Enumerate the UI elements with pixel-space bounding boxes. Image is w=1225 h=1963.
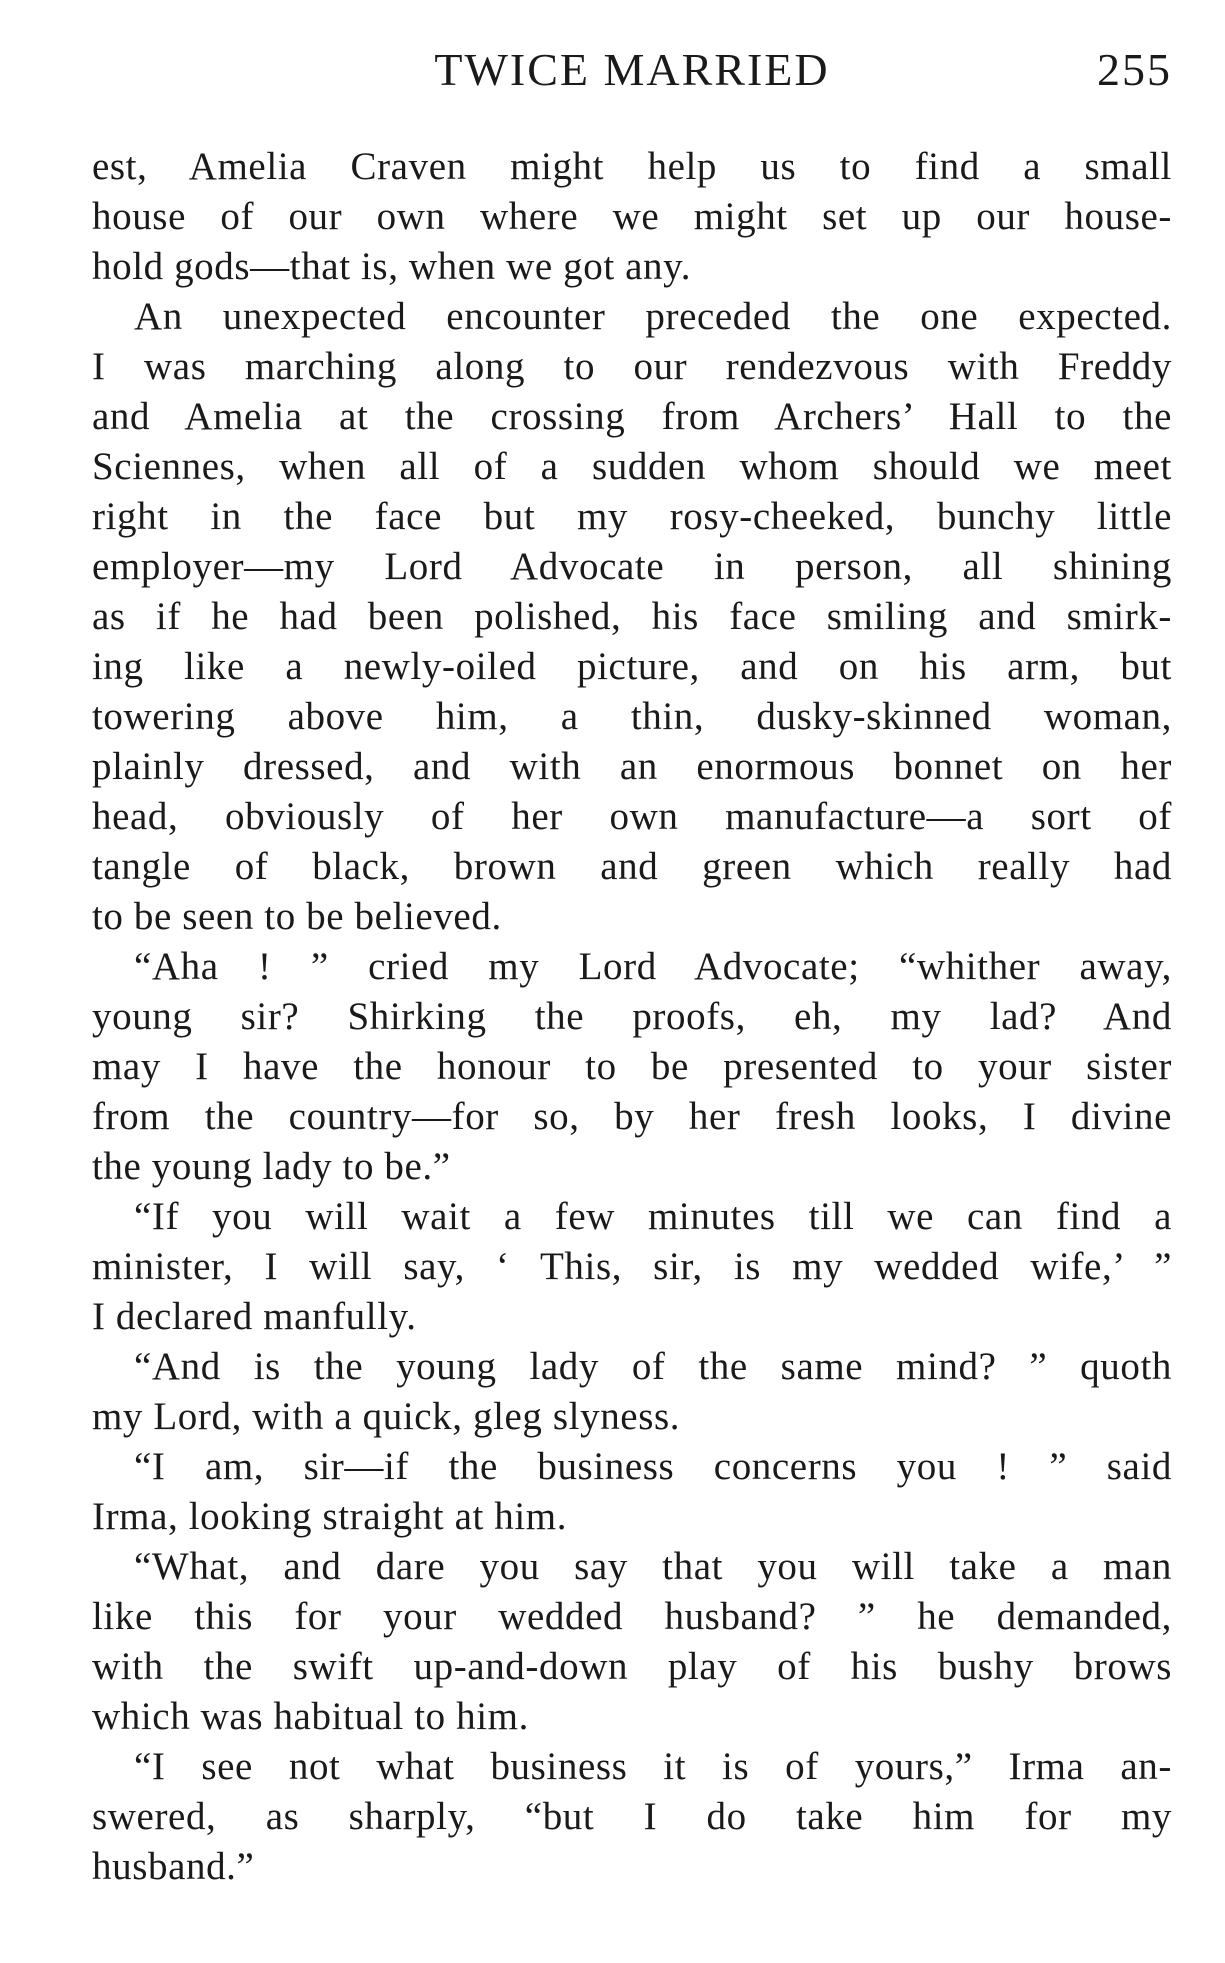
text-line: Irma, looking straight at him. (92, 1495, 568, 1538)
text-line: and Amelia at the crossing from Archers’ Hall to the (92, 395, 1172, 438)
text-line: employer—my Lord Advocate in person, all shining (92, 545, 1172, 588)
text-line: plainly dressed, and with an enormous bonnet on her (92, 745, 1172, 788)
text-line: head, obviously of her own manufacture—a sort of (92, 795, 1172, 838)
paragraph-start-line: “What, and dare you say that you will take a man (134, 1545, 1172, 1588)
text-line: which was habitual to him. (92, 1695, 529, 1738)
paragraph-start-line: “And is the young lady of the same mind? ” quoth (134, 1345, 1172, 1388)
paragraph-start-line: “I see not what business it is of yours,” Irma an- (134, 1745, 1172, 1788)
text-line: right in the face but my rosy-cheeked, bunchy little (92, 495, 1172, 538)
text-line: ing like a newly-oiled picture, and on his arm, but (92, 645, 1172, 688)
text-line: est, Amelia Craven might help us to find a small (92, 145, 1172, 188)
text-line: the young lady to be.” (92, 1145, 451, 1188)
paragraph-start-line: “If you will wait a few minutes till we can find a (134, 1195, 1172, 1238)
text-line: hold gods—that is, when we got any. (92, 245, 692, 288)
running-header (92, 40, 1172, 100)
text-line: I declared manfully. (92, 1295, 417, 1338)
text-line: like this for your wedded husband? ” he demanded, (92, 1595, 1172, 1638)
text-line: with the swift up-and-down play of his bushy brows (92, 1645, 1172, 1688)
text-line: my Lord, with a quick, gleg slyness. (92, 1395, 681, 1438)
text-line: may I have the honour to be presented to your sister (92, 1045, 1172, 1088)
text-line: husband.” (92, 1845, 255, 1888)
text-line: to be seen to be believed. (92, 895, 502, 938)
body-text (92, 142, 1172, 1892)
paragraph-start-line: An unexpected encounter preceded the one expected. (134, 295, 1172, 338)
text-line: towering above him, a thin, dusky-skinned woman, (92, 695, 1172, 738)
running-title: TWICE MARRIED (434, 44, 830, 95)
paragraph-start-line: “Aha ! ” cried my Lord Advocate; “whither away, (134, 945, 1172, 988)
text-line: swered, as sharply, “but I do take him for my (92, 1795, 1172, 1838)
text-line: I was marching along to our rendezvous with Freddy (92, 345, 1172, 388)
text-line: minister, I will say, ‘ This, sir, is my wedded wife,’ ” (92, 1245, 1172, 1288)
paragraph-start-line: “I am, sir—if the business concerns you ! ” said (134, 1445, 1172, 1488)
text-line: as if he had been polished, his face smiling and smirk- (92, 595, 1172, 638)
text-line: tangle of black, brown and green which really had (92, 845, 1172, 888)
text-line: young sir? Shirking the proofs, eh, my lad? And (92, 995, 1172, 1038)
page-number: 255 (1097, 44, 1172, 95)
text-line: from the country—for so, by her fresh looks, I divine (92, 1095, 1172, 1138)
text-line: house of our own where we might set up our house- (92, 195, 1172, 238)
text-line: Sciennes, when all of a sudden whom should we meet (92, 445, 1172, 488)
